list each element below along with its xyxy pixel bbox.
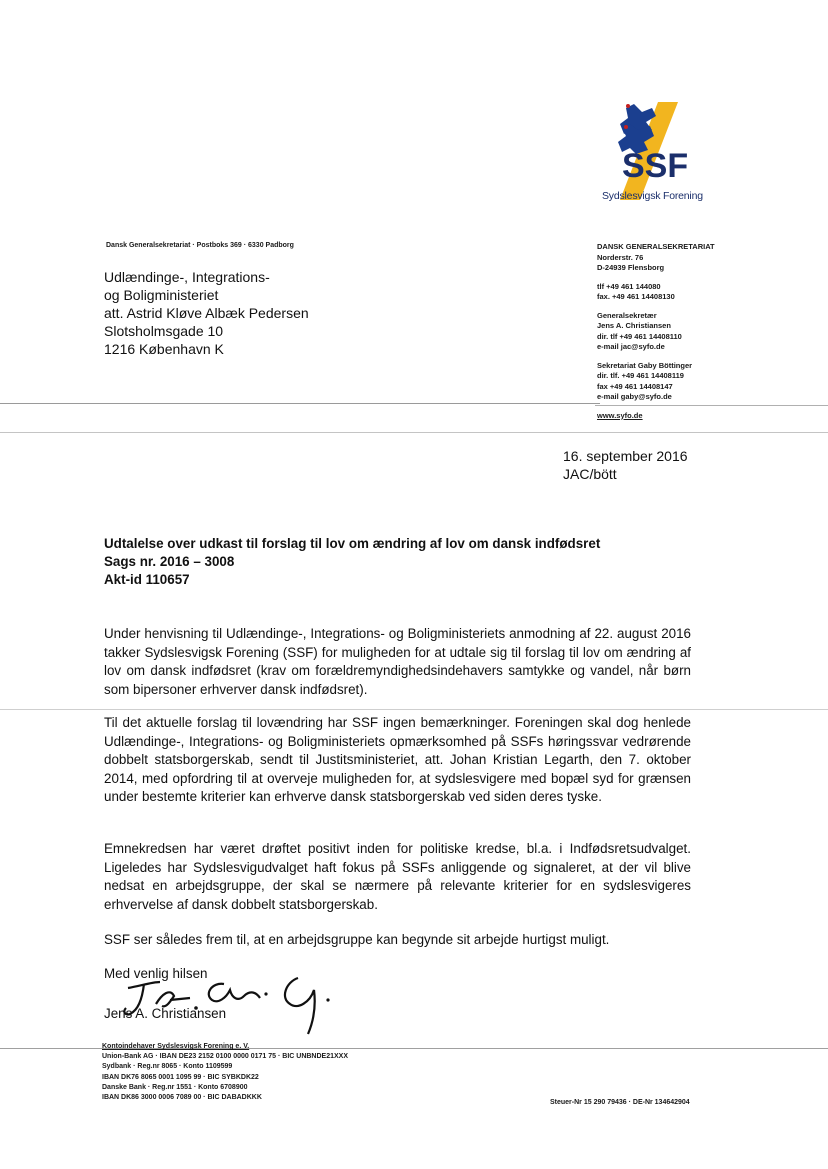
contact-gs-title: Generalsekretær — [597, 310, 657, 320]
contact-city: D-24939 Flensborg — [597, 263, 665, 272]
contact-street: Norderstr. 76 — [597, 252, 644, 262]
scan-line-2 — [0, 432, 828, 433]
contact-block — [597, 242, 797, 421]
contact-gs-email: e-mail jac@syfo.de — [597, 342, 665, 351]
contact-fax: fax. +49 461 14408130 — [597, 292, 675, 301]
contact-secretariat: Sekretariat Gaby Böttinger — [597, 360, 693, 370]
contact-gs-name: Jens A. Christiansen — [597, 321, 671, 330]
footer-bank-line: Union-Bank AG · IBAN DE23 2152 0100 0000 0171 75 · BIC UNBNDE21XXX — [102, 1053, 349, 1061]
body-paragraph: Under henvisning til Udlændinge-, Integrations- og Boligministeriets anmodning af 22. august 2016 takker Sydslesvigsk Forening (SSF) for muligheden for at udtale sig til forslag til lov om ændring af lov om dansk indfødsret (krav om forældremyndighedsindehavers samtykke og vandel, når børn som bipersoner erhverver dansk indfødsret). — [104, 626, 691, 697]
footer-bank-line: IBAN DK76 8065 0001 1095 99 · BIC SYBKDK22 — [102, 1073, 259, 1081]
signer-name: Jens A. Christiansen — [104, 1006, 227, 1021]
footer-account-holder: Kontoindehaver Sydslesvigsk Forening e. V. — [102, 1043, 250, 1050]
subject-case-number: Sags nr. 2016 – 3008 — [104, 554, 235, 569]
scan-line-top — [0, 403, 600, 404]
recipient-address — [104, 268, 309, 358]
contact-phone: tlf +49 461 144080 — [597, 281, 661, 291]
contact-sek-phone: dir. tlf. +49 461 14408119 — [597, 371, 684, 380]
footer-tax-number: Steuer-Nr 15 290 79436 · DE-Nr 134642904 — [550, 1099, 690, 1106]
body-paragraph: SSF ser således frem til, at en arbejdsgruppe kan begynde sit arbejde hurtigst muligt. — [104, 932, 610, 947]
recipient-line: Udlændinge-, Integrations- — [104, 269, 270, 285]
footer-bank-details — [102, 1042, 348, 1103]
contact-gs-phone: dir. tlf +49 461 14408110 — [597, 331, 682, 341]
footer-bank-line: IBAN DK86 3000 0006 7089 00 · BIC DABADKKK — [102, 1094, 262, 1102]
footer-bank-line: Sydbank · Reg.nr 8065 · Konto 1109599 — [102, 1063, 233, 1071]
subject-block — [104, 535, 724, 589]
contact-website: www.syfo.de — [597, 410, 643, 420]
recipient-line: att. Astrid Kløve Albæk Pedersen — [104, 305, 309, 321]
recipient-line: og Boligministeriet — [104, 287, 219, 303]
contact-sek-fax: fax +49 461 14408147 — [597, 381, 673, 391]
date-block — [563, 447, 688, 483]
subject-title: Udtalelse over udkast til forslag til lov om ændring af lov om dansk indfødsret — [104, 536, 601, 551]
subject-act-id: Akt-id 110657 — [104, 572, 190, 587]
ssf-logo — [600, 100, 720, 210]
logo-subtitle: Sydslesvigsk Forening — [602, 190, 703, 202]
recipient-line: Slotsholmsgade 10 — [104, 323, 224, 339]
letter-reference: JAC/bött — [563, 466, 617, 482]
handwritten-signature — [100, 968, 350, 1038]
recipient-line: 1216 København K — [104, 341, 224, 357]
contact-org: DANSK GENERALSEKRETARIAT — [597, 242, 715, 251]
letter-date: 16. september 2016 — [563, 448, 688, 464]
body-paragraph: Emnekredsen har været drøftet positivt inden for politiske kredse, bl.a. i Indfødsretsudvalget. Ligeledes har Sydslesvigudvalget haft fokus på SSFs anliggende og signaleret, at der vil blive nedsat en arbejdsgruppe, der skal se nærmere på relevante kriterier for en sydslesvigeres erhvervelse af dansk dobbelt statsborgerskab. — [104, 841, 691, 912]
logo-wordmark: SSF — [622, 147, 689, 185]
scan-line-3 — [0, 709, 828, 710]
closing-salutation: Med venlig hilsen — [104, 966, 208, 981]
contact-sek-email: e-mail gaby@syfo.de — [597, 392, 672, 401]
footer-bank-line: Danske Bank · Reg.nr 1551 · Konto 6708900 — [102, 1083, 248, 1091]
body-paragraph: Til det aktuelle forslag til lovændring har SSF ingen bemærkninger. Foreningen skal dog henlede Udlændinge-, Integrations- og Boligministeriets opmærksomhed på SSFs høringssvar vedrørende dobbelt statsborgerskab, sendt til Justitsministeriet, att. Johan Kristian Legarth, den 7. oktober 2014, med opfordring til at overveje muligheden for, at sydslesvigere med bopæl syd for grænsen under bestemte kriterier kan erhverve dansk statsborgerskab ved siden deres tyske. — [104, 715, 691, 804]
sender-return-line: Dansk Generalsekretariat · Postboks 369 · 6330 Padborg — [106, 242, 294, 249]
